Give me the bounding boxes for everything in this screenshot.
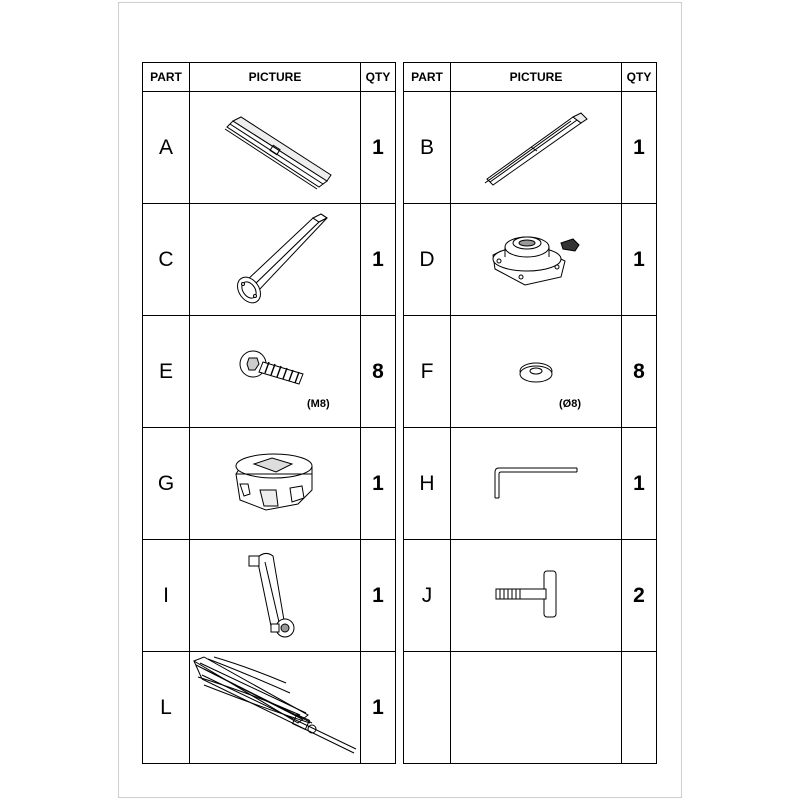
part-letter: I [143, 540, 190, 652]
header-picture: PICTURE [190, 63, 361, 92]
part-qty: 1 [361, 92, 396, 204]
part-letter: A [143, 92, 190, 204]
allen-key-icon [481, 454, 591, 514]
part-letter: L [143, 652, 190, 764]
part-letter: C [143, 204, 190, 316]
washer-icon [501, 347, 571, 397]
part-qty: 1 [622, 428, 657, 540]
table-row [143, 428, 396, 540]
part-picture [190, 652, 361, 764]
part-qty: 1 [361, 540, 396, 652]
table-row [404, 204, 657, 316]
size-note: (Ø8) [559, 398, 581, 410]
cap-g-icon [220, 444, 330, 524]
header-qty: QTY [622, 63, 657, 92]
table-header [404, 63, 657, 92]
table-row [404, 540, 657, 652]
part-picture [190, 316, 361, 428]
part-letter: G [143, 428, 190, 540]
pole-c-icon [215, 210, 335, 310]
table-row [404, 428, 657, 540]
rail-a-icon [215, 103, 335, 193]
part-letter: E [143, 316, 190, 428]
bolt-icon [225, 342, 325, 402]
part-qty: 1 [361, 652, 396, 764]
crank-handle-icon [235, 546, 315, 646]
parts-table-right [403, 62, 657, 764]
part-letter: B [404, 92, 451, 204]
part-letter [404, 652, 451, 764]
table-row [143, 540, 396, 652]
part-qty: 8 [622, 316, 657, 428]
part-qty: 8 [361, 316, 396, 428]
part-picture [451, 540, 622, 652]
part-picture [451, 428, 622, 540]
table-row [404, 652, 657, 764]
part-picture [451, 204, 622, 316]
part-qty: 2 [622, 540, 657, 652]
header-part: PART [143, 63, 190, 92]
rail-b-icon [481, 103, 591, 193]
umbrella-canopy-icon [190, 653, 360, 763]
part-picture [451, 652, 622, 764]
part-picture [190, 204, 361, 316]
part-qty: 1 [622, 92, 657, 204]
part-picture [190, 540, 361, 652]
part-picture [190, 92, 361, 204]
t-screw-icon [486, 561, 586, 631]
size-note: (M8) [307, 398, 330, 410]
part-letter: H [404, 428, 451, 540]
header-qty: QTY [361, 63, 396, 92]
header-part: PART [404, 63, 451, 92]
part-letter: F [404, 316, 451, 428]
part-picture [190, 428, 361, 540]
rotating-base-icon [481, 215, 591, 305]
part-qty: 1 [622, 204, 657, 316]
part-qty: 1 [361, 428, 396, 540]
table-row [143, 316, 396, 428]
part-qty [622, 652, 657, 764]
header-picture: PICTURE [451, 63, 622, 92]
table-row [404, 92, 657, 204]
part-picture [451, 92, 622, 204]
table-row [143, 92, 396, 204]
parts-table-left [142, 62, 396, 764]
part-letter: J [404, 540, 451, 652]
table-row [143, 204, 396, 316]
table-row [404, 316, 657, 428]
table-header [143, 63, 396, 92]
part-picture [451, 316, 622, 428]
part-qty: 1 [361, 204, 396, 316]
table-row [143, 652, 396, 764]
part-letter: D [404, 204, 451, 316]
